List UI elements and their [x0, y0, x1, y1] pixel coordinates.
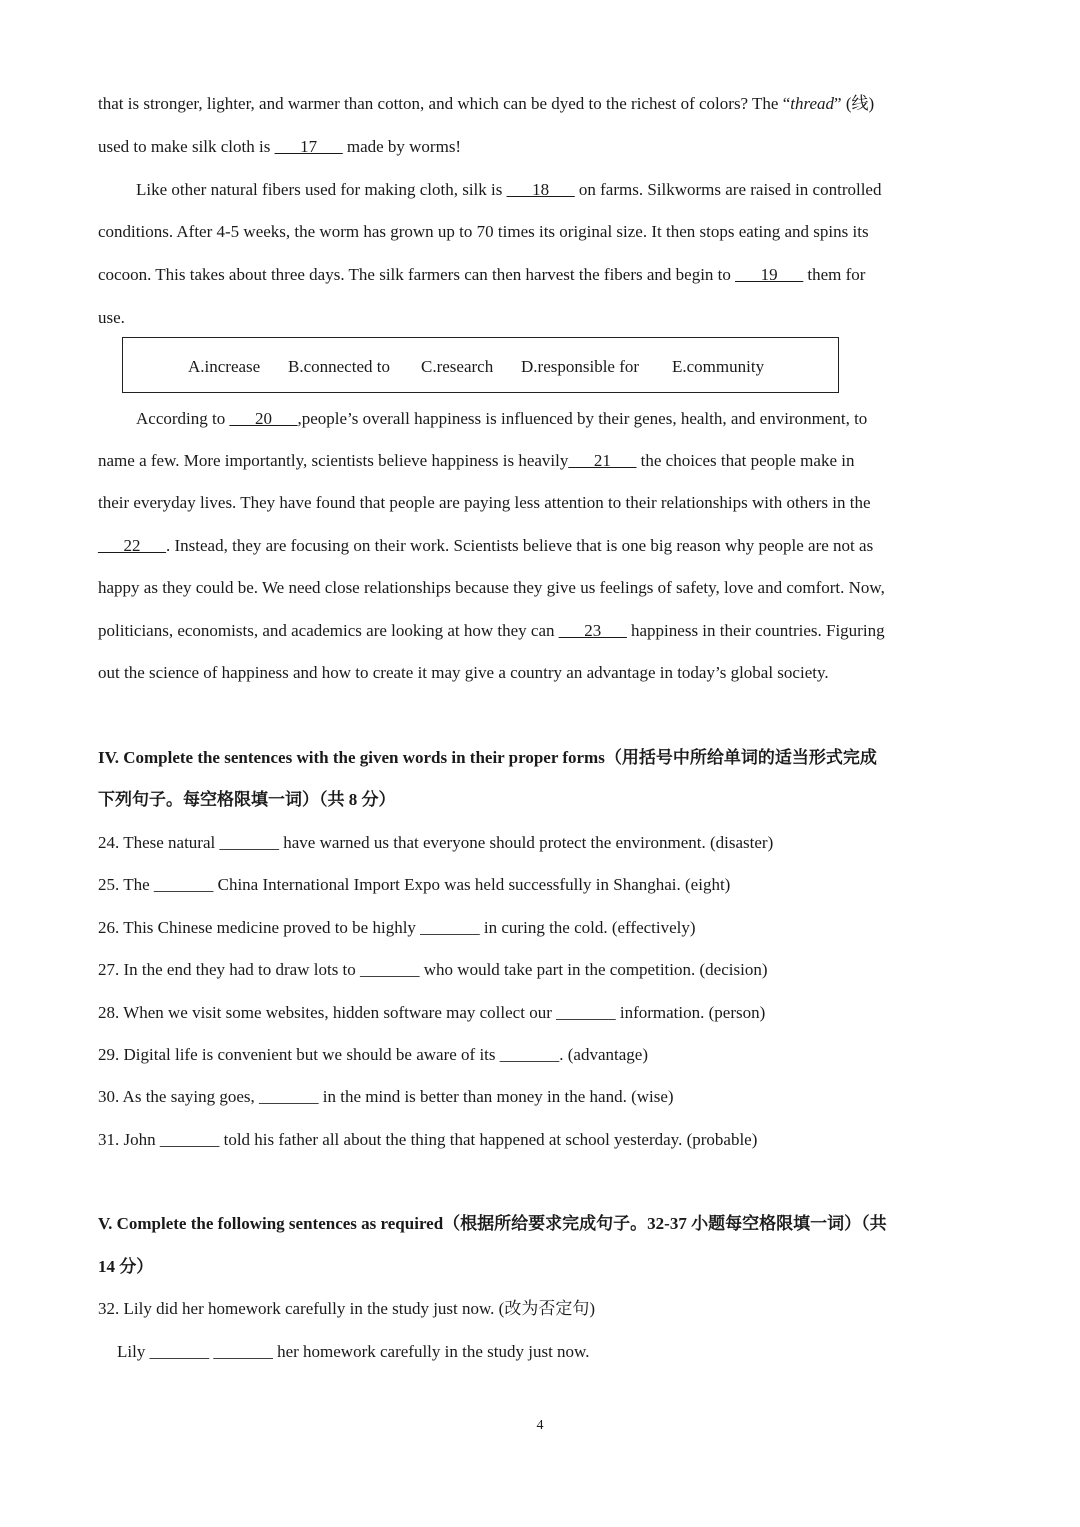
question-item: 29. Digital life is convenient but we should be aware of its _______. (advantage) [98, 1045, 648, 1064]
word-option: A.increase [188, 357, 261, 376]
question-item: 31. John _______ told his father all about the thing that happened at school yesterday. (probable) [98, 1130, 758, 1149]
question-item: 27. In the end they had to draw lots to _______ who would take part in the competition. (decision) [98, 960, 768, 979]
question-item: 28. When we visit some websites, hidden software may collect our _______ information. (person) [98, 1003, 766, 1022]
word-box [122, 337, 839, 393]
passage-line: their everyday lives. They have found that people are paying less attention to their relationships with others in the [98, 493, 871, 512]
passage-line: out the science of happiness and how to create it may give a country an advantage in today’s global society. [98, 663, 829, 682]
section-heading: 下列句子。每空格限填一词）（共 8 分） [98, 790, 396, 809]
blank-20[interactable]: ___20___ [229, 409, 298, 428]
blank-23[interactable]: ___23___ [558, 621, 627, 640]
passage-line: name a few. More importantly, scientists believe happiness is heavily___21___ the choices that people make in [98, 451, 855, 470]
question-item: 32. Lily did her homework carefully in the study just now. (改为否定句) [98, 1299, 596, 1318]
question-item: 24. These natural _______ have warned us that everyone should protect the environment. (disaster) [98, 833, 774, 852]
passage-line: Like other natural fibers used for making cloth, silk is ___18___ on farms. Silkworms are raised in controlled [136, 180, 882, 199]
section-heading: IV. Complete the sentences with the given words in their proper forms（用括号中所给单词的适当形式完成 [98, 748, 877, 767]
word-option: B.connected to [288, 357, 390, 376]
blank-18[interactable]: ___18___ [506, 180, 575, 199]
word-option: E.community [672, 357, 765, 376]
passage-line: use. [98, 308, 125, 327]
passage-line: cocoon. This takes about three days. The silk farmers can then harvest the fibers and begin to ___19___ them for [98, 265, 866, 284]
question-item: 26. This Chinese medicine proved to be highly _______ in curing the cold. (effectively) [98, 918, 696, 937]
question-item: 30. As the saying goes, _______ in the mind is better than money in the hand. (wise) [98, 1087, 674, 1106]
passage-line: politicians, economists, and academics are looking at how they can ___23___ happiness in their countries. Figuring [98, 621, 885, 640]
passage-line: According to ___20___,people’s overall happiness is influenced by their genes, health, and environment, to [136, 409, 868, 428]
question-item: 25. The _______ China International Import Expo was held successfully in Shanghai. (eight) [98, 875, 731, 894]
word-option: D.responsible for [521, 357, 640, 376]
passage-line: that is stronger, lighter, and warmer than cotton, and which can be dyed to the richest of colors? The “thread” (线) [98, 94, 875, 113]
blank-17[interactable]: ___17___ [274, 137, 343, 156]
section-heading: 14 分） [98, 1257, 154, 1276]
passage-line: conditions. After 4-5 weeks, the worm has grown up to 70 times its original size. It then stops eating and spins its [98, 222, 869, 241]
page-number: 4 [536, 1418, 544, 1433]
word-option: C.research [421, 357, 494, 376]
blank-19[interactable]: ___19___ [735, 265, 804, 284]
answer-line[interactable]: Lily _______ _______ her homework carefully in the study just now. [117, 1342, 590, 1361]
passage-line: happy as they could be. We need close relationships because they give us feelings of safety, love and comfort. Now, [98, 578, 885, 597]
blank-21[interactable]: ___21___ [568, 451, 637, 470]
section-heading: V. Complete the following sentences as required（根据所给要求完成句子。32-37 小题每空格限填一词）（共 [98, 1214, 887, 1233]
blank-22[interactable]: ___22___ [98, 536, 166, 555]
passage-line: ___22___. Instead, they are focusing on their work. Scientists believe that is one big reason why people are not as [98, 536, 874, 555]
passage-line: used to make silk cloth is ___17___ made by worms! [98, 137, 462, 156]
